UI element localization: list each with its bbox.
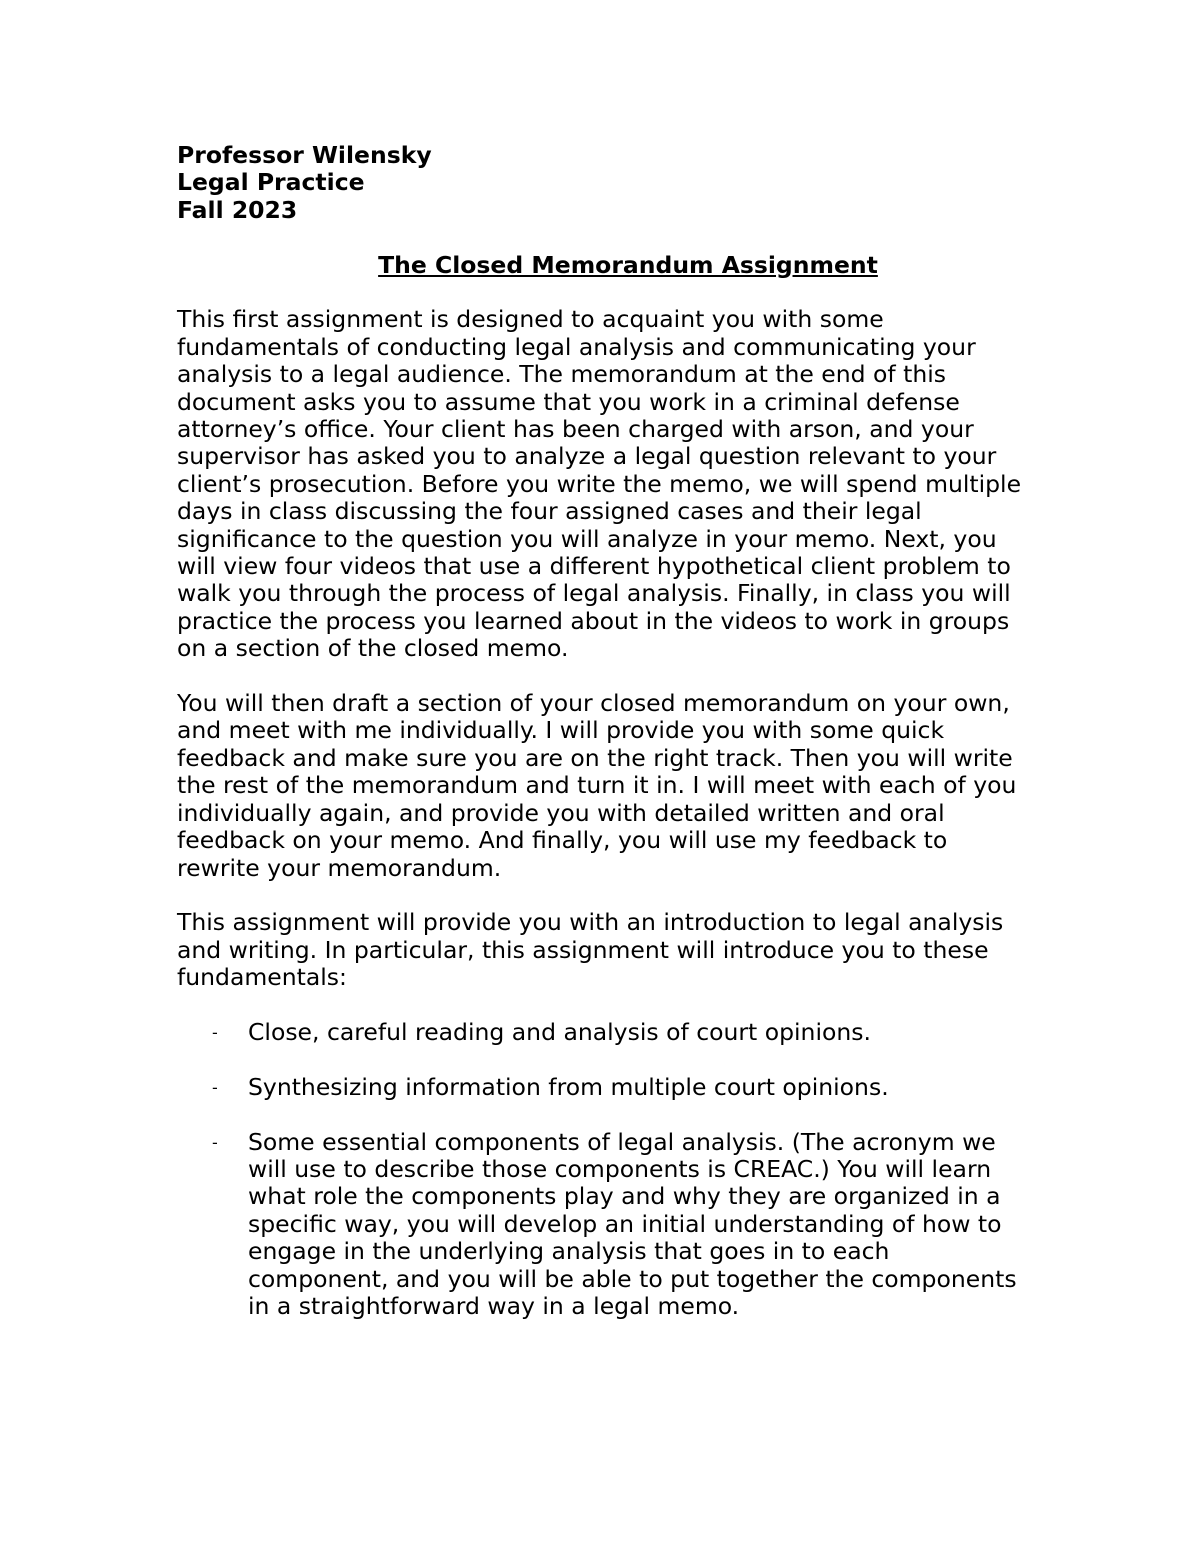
- paragraph-line: supervisor has asked you to analyze a legal question relevant to your: [177, 442, 997, 471]
- paragraph-line: on a section of the closed memo.: [177, 634, 569, 663]
- paragraph-line: analysis to a legal audience. The memorandum at the end of this: [177, 360, 947, 389]
- paragraph-line: client’s prosecution. Before you write the memo, we will spend multiple: [177, 469, 1022, 498]
- fundamentals-list: [177, 1019, 1037, 1320]
- document-header: [177, 142, 1037, 224]
- paragraph-line: feedback and make sure you are on the right track. Then you will write: [177, 743, 1013, 772]
- list-item-line: specific way, you will develop an initial understanding of how to: [248, 1209, 1002, 1238]
- list-item: [177, 1074, 1037, 1101]
- document-body: [177, 142, 1037, 1320]
- paragraph-line: fundamentals of conducting legal analysis and communicating your: [177, 332, 976, 361]
- paragraph-line: and meet with me individually. I will provide you with some quick: [177, 716, 945, 745]
- list-item: [177, 1129, 1037, 1321]
- list-item-line: will use to describe those components is CREAC.) You will learn: [248, 1154, 992, 1183]
- paragraph-2: [177, 690, 1037, 882]
- bullet-dash-icon: -: [212, 1077, 218, 1097]
- paragraph-line: rewrite your memorandum.: [177, 853, 502, 882]
- paragraph-line: You will then draft a section of your closed memorandum on your own,: [177, 689, 1010, 718]
- paragraph-line: feedback on your memo. And finally, you will use my feedback to: [177, 826, 948, 855]
- professor-name: Professor Wilensky: [177, 141, 432, 169]
- paragraph-line: attorney’s office. Your client has been charged with arson, and your: [177, 415, 974, 444]
- bullet-dash-icon: -: [212, 1132, 218, 1152]
- list-item-line: Some essential components of legal analysis. (The acronym we: [248, 1127, 996, 1156]
- paragraph-line: fundamentals:: [177, 963, 347, 992]
- paragraph-line: This assignment will provide you with an introduction to legal analysis: [177, 908, 1004, 937]
- paragraph-line: significance to the question you will analyze in your memo. Next, you: [177, 524, 997, 553]
- document-title: The Closed Memorandum Assignment: [378, 250, 878, 279]
- paragraph-line: individually again, and provide you with detailed written and oral: [177, 798, 945, 827]
- list-item-line: Close, careful reading and analysis of court opinions.: [248, 1017, 871, 1046]
- paragraph-1: [177, 306, 1037, 662]
- paragraphs: [177, 306, 1037, 991]
- list-item-line: component, and you will be able to put together the components: [248, 1264, 1017, 1293]
- list-item-line: Synthesizing information from multiple court opinions.: [248, 1072, 889, 1101]
- paragraph-line: and writing. In particular, this assignment will introduce you to these: [177, 935, 989, 964]
- list-item-line: what role the components play and why they are organized in a: [248, 1182, 1001, 1211]
- course-name: Legal Practice: [177, 168, 365, 197]
- paragraph-line: This first assignment is designed to acquaint you with some: [177, 305, 884, 334]
- list-item-line: engage in the underlying analysis that goes in to each: [248, 1237, 890, 1266]
- paragraph-line: will view four videos that use a different hypothetical client problem to: [177, 552, 1011, 581]
- paragraph-line: practice the process you learned about in the videos to work in groups: [177, 606, 1010, 635]
- list-item: [177, 1019, 1037, 1046]
- paragraph-line: document asks you to assume that you work in a criminal defense: [177, 387, 960, 416]
- list-item-line: in a straightforward way in a legal memo.: [248, 1291, 740, 1320]
- bullet-dash-icon: -: [212, 1022, 218, 1042]
- paragraph-line: days in class discussing the four assigned cases and their legal: [177, 497, 922, 526]
- paragraph-3: [177, 909, 1037, 991]
- term: Fall 2023: [177, 195, 298, 224]
- paragraph-line: the rest of the memorandum and turn it in. I will meet with each of you: [177, 771, 1017, 800]
- paragraph-line: walk you through the process of legal analysis. Finally, in class you will: [177, 579, 1011, 608]
